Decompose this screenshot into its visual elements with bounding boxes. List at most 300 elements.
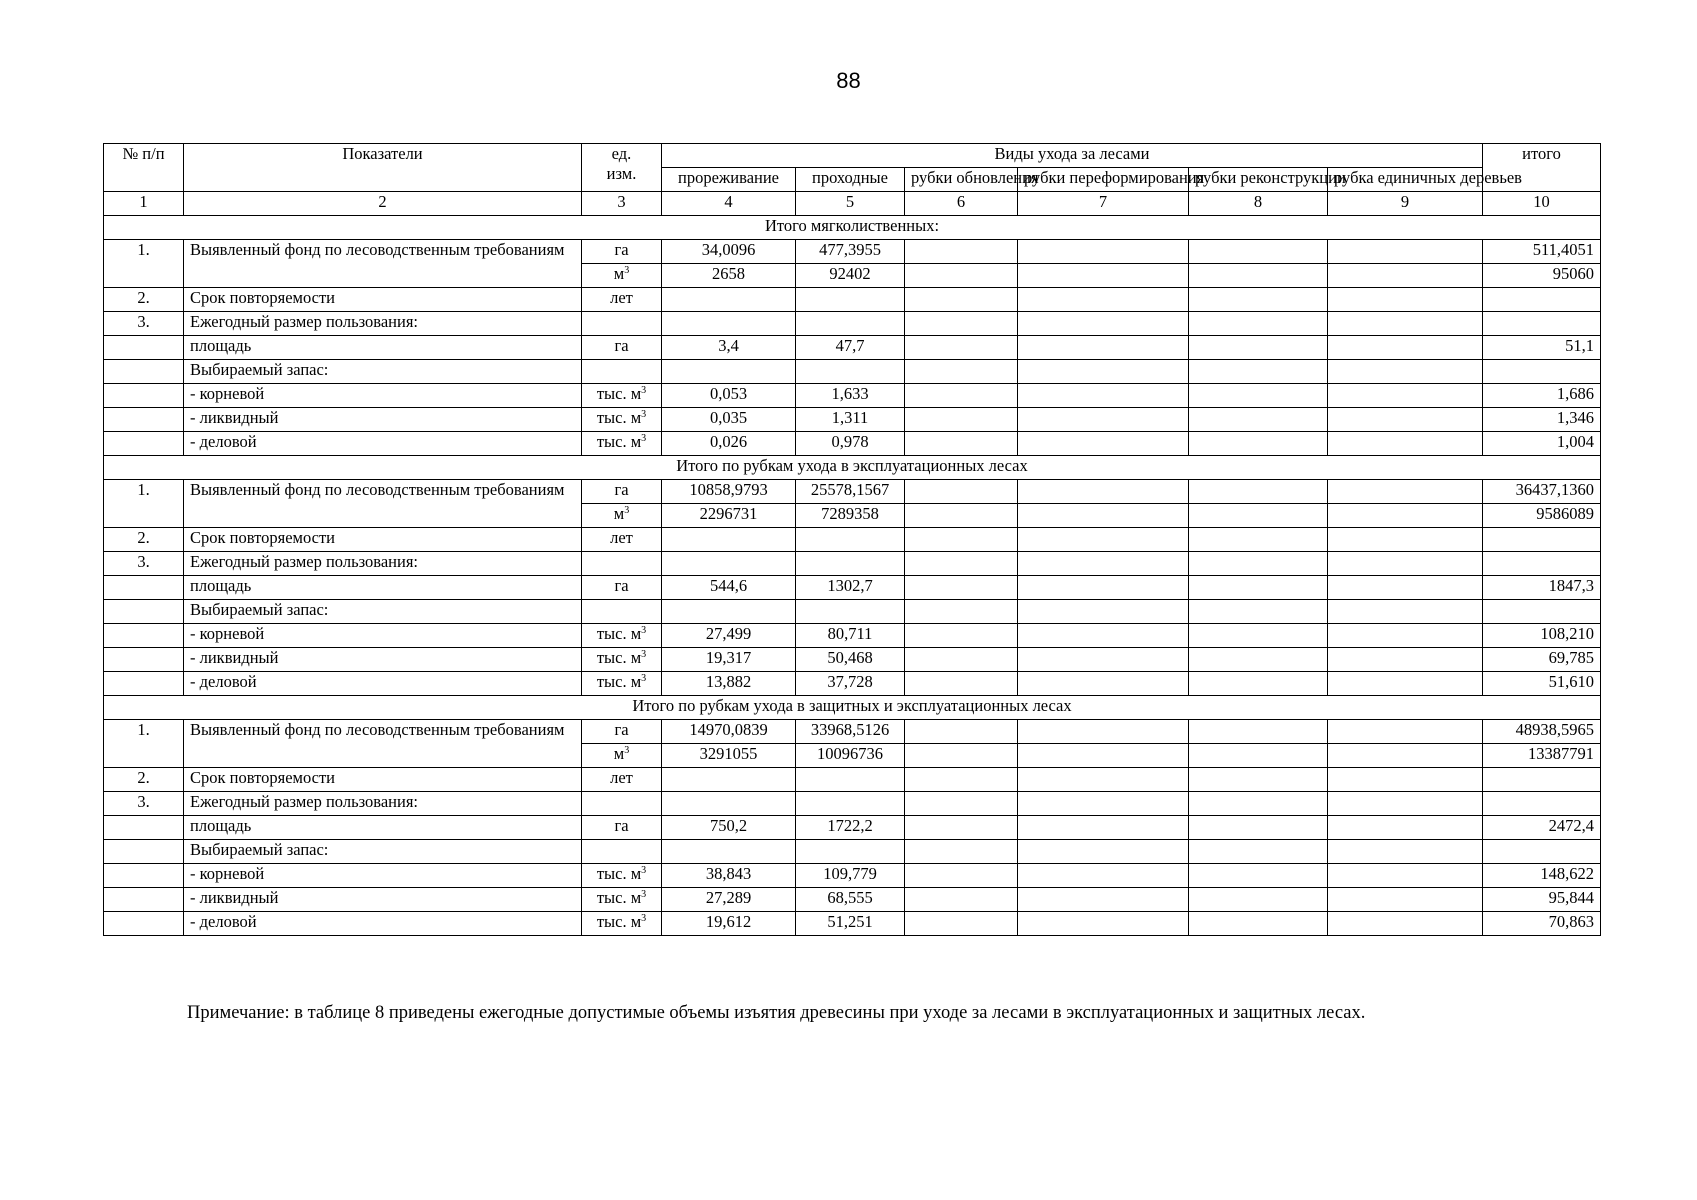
value-thinning: 34,0096	[662, 240, 796, 264]
empty-cell	[1328, 600, 1483, 624]
value-total: 9586089	[1483, 504, 1601, 528]
empty-cell	[1018, 864, 1189, 888]
empty-cell	[1018, 576, 1189, 600]
value-passage: 25578,1567	[796, 480, 905, 504]
value-passage: 92402	[796, 264, 905, 288]
empty-cell	[1189, 240, 1328, 264]
value-passage: 0,978	[796, 432, 905, 456]
value-passage: 68,555	[796, 888, 905, 912]
row-label: - ликвидный	[184, 408, 582, 432]
row-unit: тыс. $м^3$	[582, 624, 662, 648]
empty-cell	[1328, 576, 1483, 600]
row-number	[104, 408, 184, 432]
row-unit: тыс. $м^3$	[582, 864, 662, 888]
empty-cell	[1018, 432, 1189, 456]
empty-cell	[1189, 480, 1328, 504]
empty-cell	[905, 792, 1018, 816]
value-total: 1847,3	[1483, 576, 1601, 600]
value-passage: 51,251	[796, 912, 905, 936]
col-number: 7	[1018, 192, 1189, 216]
value-passage: 1302,7	[796, 576, 905, 600]
empty-cell	[1018, 336, 1189, 360]
row-number	[104, 336, 184, 360]
empty-cell	[582, 840, 662, 864]
row-label: Ежегодный размер пользования:	[184, 312, 582, 336]
root-row	[104, 384, 1601, 408]
row-number	[104, 648, 184, 672]
empty-cell	[1189, 288, 1328, 312]
row-label: - ликвидный	[184, 648, 582, 672]
value-thinning: 0,035	[662, 408, 796, 432]
row-label: площадь	[184, 576, 582, 600]
empty-cell	[1018, 528, 1189, 552]
empty-cell	[905, 528, 1018, 552]
empty-cell	[1018, 840, 1189, 864]
empty-cell	[1189, 888, 1328, 912]
stock-row	[104, 360, 1601, 384]
row-unit: $м^3$	[582, 744, 662, 768]
empty-cell	[662, 288, 796, 312]
empty-cell	[1189, 864, 1328, 888]
row-number: 2.	[104, 768, 184, 792]
empty-cell	[905, 240, 1018, 264]
value-thinning: 3291055	[662, 744, 796, 768]
empty-cell	[1018, 912, 1189, 936]
empty-cell	[1483, 552, 1601, 576]
header-type: рубки обновления	[905, 168, 1018, 192]
row-unit: $м^3$	[582, 264, 662, 288]
row-label: - деловой	[184, 672, 582, 696]
empty-cell	[1018, 744, 1189, 768]
empty-cell	[796, 840, 905, 864]
header-type: рубки переформирования	[1018, 168, 1189, 192]
empty-cell	[1328, 552, 1483, 576]
empty-cell	[1018, 624, 1189, 648]
empty-cell	[1018, 240, 1189, 264]
empty-cell	[905, 360, 1018, 384]
row-number: 3.	[104, 552, 184, 576]
row-unit: тыс. $м^3$	[582, 432, 662, 456]
empty-cell	[1328, 528, 1483, 552]
value-passage: 477,3955	[796, 240, 905, 264]
row-unit: тыс. $м^3$	[582, 888, 662, 912]
empty-cell	[1189, 360, 1328, 384]
row-number	[104, 912, 184, 936]
empty-cell	[1189, 576, 1328, 600]
empty-cell	[1018, 720, 1189, 744]
empty-cell	[1328, 744, 1483, 768]
empty-cell	[1189, 624, 1328, 648]
empty-cell	[1189, 600, 1328, 624]
empty-cell	[1189, 552, 1328, 576]
value-passage: 37,728	[796, 672, 905, 696]
empty-cell	[1018, 672, 1189, 696]
empty-cell	[905, 840, 1018, 864]
annual-row	[104, 312, 1601, 336]
empty-cell	[1328, 288, 1483, 312]
empty-cell	[1328, 432, 1483, 456]
value-total: 95,844	[1483, 888, 1601, 912]
empty-cell	[1018, 288, 1189, 312]
section-title-row	[104, 456, 1601, 480]
empty-cell	[1483, 768, 1601, 792]
empty-cell	[905, 888, 1018, 912]
period-row	[104, 288, 1601, 312]
empty-cell	[1189, 336, 1328, 360]
col-number: 9	[1328, 192, 1483, 216]
empty-cell	[905, 648, 1018, 672]
row-number: 1.	[104, 480, 184, 528]
empty-cell	[905, 768, 1018, 792]
value-thinning: 19,317	[662, 648, 796, 672]
stock-row	[104, 600, 1601, 624]
value-total: 48938,5965	[1483, 720, 1601, 744]
annual-row	[104, 792, 1601, 816]
header-row	[104, 144, 1601, 168]
row-unit: тыс. $м^3$	[582, 648, 662, 672]
col-number: 8	[1189, 192, 1328, 216]
annual-row	[104, 552, 1601, 576]
value-passage: 109,779	[796, 864, 905, 888]
empty-cell	[905, 720, 1018, 744]
empty-cell	[662, 360, 796, 384]
empty-cell	[1328, 336, 1483, 360]
row-label: площадь	[184, 336, 582, 360]
area-row	[104, 336, 1601, 360]
empty-cell	[582, 360, 662, 384]
empty-cell	[1018, 552, 1189, 576]
value-total: 511,4051	[1483, 240, 1601, 264]
value-passage: 1,311	[796, 408, 905, 432]
row-number: 2.	[104, 528, 184, 552]
row-unit: га	[582, 816, 662, 840]
col-number: 2	[184, 192, 582, 216]
empty-cell	[1328, 624, 1483, 648]
fund-row	[104, 240, 1601, 264]
empty-cell	[1189, 672, 1328, 696]
value-thinning: 0,026	[662, 432, 796, 456]
section-title: Итого мягколиственных:	[104, 216, 1601, 240]
empty-cell	[1018, 360, 1189, 384]
row-label: Выявленный фонд по лесоводственным требованиям	[184, 240, 582, 288]
value-passage: 1722,2	[796, 816, 905, 840]
value-total: 2472,4	[1483, 816, 1601, 840]
value-passage: 47,7	[796, 336, 905, 360]
row-unit: лет	[582, 528, 662, 552]
col-number: 10	[1483, 192, 1601, 216]
fund-row	[104, 720, 1601, 744]
empty-cell	[1328, 672, 1483, 696]
empty-cell	[582, 312, 662, 336]
empty-cell	[905, 624, 1018, 648]
col-number: 3	[582, 192, 662, 216]
column-number-row	[104, 192, 1601, 216]
empty-cell	[1189, 744, 1328, 768]
empty-cell	[905, 432, 1018, 456]
section-title: Итого по рубкам ухода в защитных и эксплуатационных лесах	[104, 696, 1601, 720]
value-thinning: 14970,0839	[662, 720, 796, 744]
row-label: Выбираемый запас:	[184, 600, 582, 624]
empty-cell	[1328, 480, 1483, 504]
header-type: прореживание	[662, 168, 796, 192]
business-row	[104, 432, 1601, 456]
empty-cell	[1189, 768, 1328, 792]
value-thinning: 544,6	[662, 576, 796, 600]
empty-cell	[1328, 768, 1483, 792]
empty-cell	[1018, 504, 1189, 528]
col-number: 6	[905, 192, 1018, 216]
empty-cell	[1018, 312, 1189, 336]
empty-cell	[662, 312, 796, 336]
empty-cell	[662, 528, 796, 552]
row-number: 1.	[104, 240, 184, 288]
area-row	[104, 576, 1601, 600]
col-number: 5	[796, 192, 905, 216]
value-passage: 80,711	[796, 624, 905, 648]
empty-cell	[662, 840, 796, 864]
row-number: 2.	[104, 288, 184, 312]
value-total: 70,863	[1483, 912, 1601, 936]
value-total: 69,785	[1483, 648, 1601, 672]
value-thinning: 0,053	[662, 384, 796, 408]
business-row	[104, 672, 1601, 696]
empty-cell	[905, 552, 1018, 576]
row-number	[104, 624, 184, 648]
root-row	[104, 864, 1601, 888]
row-unit: тыс. $м^3$	[582, 672, 662, 696]
empty-cell	[1189, 912, 1328, 936]
empty-cell	[796, 288, 905, 312]
row-unit: тыс. $м^3$	[582, 408, 662, 432]
value-thinning: 2658	[662, 264, 796, 288]
empty-cell	[1328, 360, 1483, 384]
row-unit: лет	[582, 288, 662, 312]
row-unit: $м^3$	[582, 504, 662, 528]
header-type: рубки реконструкции	[1189, 168, 1328, 192]
empty-cell	[1189, 384, 1328, 408]
row-label: Выявленный фонд по лесоводственным требованиям	[184, 480, 582, 528]
row-number: 1.	[104, 720, 184, 768]
value-passage: 7289358	[796, 504, 905, 528]
empty-cell	[1018, 408, 1189, 432]
header-type: рубка единичных деревьев	[1328, 168, 1483, 192]
empty-cell	[796, 360, 905, 384]
liquid-row	[104, 408, 1601, 432]
empty-cell	[662, 792, 796, 816]
empty-cell	[1189, 840, 1328, 864]
empty-cell	[662, 552, 796, 576]
business-row	[104, 912, 1601, 936]
empty-cell	[1328, 816, 1483, 840]
row-unit: тыс. $м^3$	[582, 912, 662, 936]
empty-cell	[1018, 792, 1189, 816]
empty-cell	[905, 480, 1018, 504]
row-label: - корневой	[184, 624, 582, 648]
empty-cell	[1018, 768, 1189, 792]
empty-cell	[905, 744, 1018, 768]
value-thinning: 750,2	[662, 816, 796, 840]
empty-cell	[104, 360, 184, 384]
empty-cell	[905, 384, 1018, 408]
fund-row	[104, 480, 1601, 504]
empty-cell	[1189, 408, 1328, 432]
empty-cell	[796, 600, 905, 624]
row-label: Срок повторяемости	[184, 768, 582, 792]
empty-cell	[1018, 888, 1189, 912]
empty-cell	[104, 840, 184, 864]
empty-cell	[1483, 840, 1601, 864]
empty-cell	[905, 408, 1018, 432]
row-unit: га	[582, 576, 662, 600]
row-label: - деловой	[184, 912, 582, 936]
empty-cell	[905, 288, 1018, 312]
empty-cell	[1328, 264, 1483, 288]
value-total: 51,610	[1483, 672, 1601, 696]
value-total: 1,004	[1483, 432, 1601, 456]
value-passage: 1,633	[796, 384, 905, 408]
empty-cell	[796, 312, 905, 336]
empty-cell	[905, 912, 1018, 936]
row-number	[104, 432, 184, 456]
row-number: 3.	[104, 312, 184, 336]
empty-cell	[1483, 528, 1601, 552]
row-label: Срок повторяемости	[184, 528, 582, 552]
empty-cell	[1189, 816, 1328, 840]
value-thinning: 27,499	[662, 624, 796, 648]
liquid-row	[104, 648, 1601, 672]
value-thinning: 19,612	[662, 912, 796, 936]
value-thinning: 38,843	[662, 864, 796, 888]
empty-cell	[1189, 312, 1328, 336]
empty-cell	[104, 600, 184, 624]
row-label: Срок повторяемости	[184, 288, 582, 312]
empty-cell	[1189, 432, 1328, 456]
empty-cell	[796, 792, 905, 816]
empty-cell	[905, 312, 1018, 336]
row-number	[104, 384, 184, 408]
period-row	[104, 528, 1601, 552]
value-thinning: 2296731	[662, 504, 796, 528]
value-passage: 33968,5126	[796, 720, 905, 744]
row-number	[104, 864, 184, 888]
empty-cell	[1189, 528, 1328, 552]
value-total: 1,346	[1483, 408, 1601, 432]
empty-cell	[1328, 912, 1483, 936]
value-thinning: 10858,9793	[662, 480, 796, 504]
empty-cell	[582, 792, 662, 816]
forest-care-table	[103, 143, 1601, 936]
value-total: 1,686	[1483, 384, 1601, 408]
empty-cell	[905, 600, 1018, 624]
empty-cell	[905, 264, 1018, 288]
empty-cell	[905, 336, 1018, 360]
empty-cell	[1328, 408, 1483, 432]
row-label: Ежегодный размер пользования:	[184, 792, 582, 816]
header-unit: ед. изм.	[582, 144, 662, 192]
empty-cell	[1483, 312, 1601, 336]
empty-cell	[1189, 720, 1328, 744]
value-total: 108,210	[1483, 624, 1601, 648]
row-unit: га	[582, 480, 662, 504]
row-label: - деловой	[184, 432, 582, 456]
empty-cell	[796, 528, 905, 552]
row-label: площадь	[184, 816, 582, 840]
value-total: 36437,1360	[1483, 480, 1601, 504]
row-number	[104, 888, 184, 912]
empty-cell	[662, 768, 796, 792]
empty-cell	[905, 504, 1018, 528]
value-total: 148,622	[1483, 864, 1601, 888]
col-number: 1	[104, 192, 184, 216]
empty-cell	[905, 672, 1018, 696]
empty-cell	[1018, 384, 1189, 408]
row-unit: га	[582, 240, 662, 264]
row-unit: лет	[582, 768, 662, 792]
row-label: - корневой	[184, 864, 582, 888]
section-title: Итого по рубкам ухода в эксплуатационных лесах	[104, 456, 1601, 480]
empty-cell	[1328, 648, 1483, 672]
area-row	[104, 816, 1601, 840]
row-number: 3.	[104, 792, 184, 816]
empty-cell	[1328, 840, 1483, 864]
empty-cell	[796, 552, 905, 576]
row-unit: тыс. $м^3$	[582, 384, 662, 408]
value-thinning: 13,882	[662, 672, 796, 696]
empty-cell	[905, 816, 1018, 840]
empty-cell	[1189, 264, 1328, 288]
empty-cell	[1483, 600, 1601, 624]
row-label: Выбираемый запас:	[184, 840, 582, 864]
empty-cell	[1328, 504, 1483, 528]
row-label: Выявленный фонд по лесоводственным требованиям	[184, 720, 582, 768]
header-indicator: Показатели	[184, 144, 582, 192]
header-num: № п/п	[104, 144, 184, 192]
value-passage: 50,468	[796, 648, 905, 672]
empty-cell	[1328, 864, 1483, 888]
row-label: Выбираемый запас:	[184, 360, 582, 384]
stock-row	[104, 840, 1601, 864]
row-number	[104, 672, 184, 696]
value-total: 51,1	[1483, 336, 1601, 360]
empty-cell	[1018, 480, 1189, 504]
section-title-row	[104, 696, 1601, 720]
row-label: - корневой	[184, 384, 582, 408]
empty-cell	[1189, 504, 1328, 528]
header-type: проходные	[796, 168, 905, 192]
empty-cell	[582, 552, 662, 576]
section-title-row	[104, 216, 1601, 240]
row-unit: га	[582, 336, 662, 360]
empty-cell	[1189, 792, 1328, 816]
row-number	[104, 576, 184, 600]
row-label: Ежегодный размер пользования:	[184, 552, 582, 576]
value-total: 95060	[1483, 264, 1601, 288]
col-number: 4	[662, 192, 796, 216]
empty-cell	[1328, 312, 1483, 336]
row-label: - ликвидный	[184, 888, 582, 912]
page-number: 88	[836, 68, 861, 93]
empty-cell	[1483, 792, 1601, 816]
empty-cell	[1018, 600, 1189, 624]
empty-cell	[1328, 720, 1483, 744]
root-row	[104, 624, 1601, 648]
empty-cell	[1483, 288, 1601, 312]
empty-cell	[1328, 792, 1483, 816]
empty-cell	[662, 600, 796, 624]
empty-cell	[1018, 264, 1189, 288]
value-thinning: 3,4	[662, 336, 796, 360]
empty-cell	[796, 768, 905, 792]
